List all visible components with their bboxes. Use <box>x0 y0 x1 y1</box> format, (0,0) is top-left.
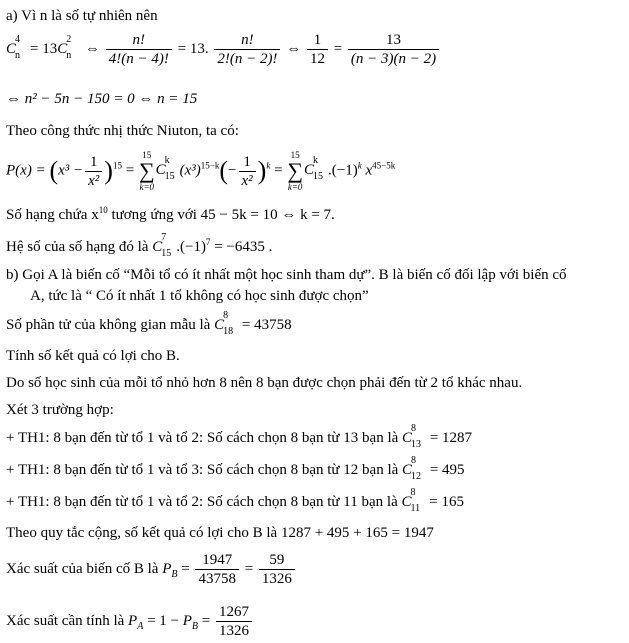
c-2-n: C 2 n <box>57 33 72 61</box>
probability-a-line: Xác suất cần tính là $P_A = 1 - P_B$ = $\frac{1267}{1326}$ <box>6 604 254 639</box>
part-b-intro-2: A, tức là “ Có ít nhất 1 tổ không có học sinh được chọn” <box>30 288 369 304</box>
probability-b-line: Xác suất của biến cố B là $P_B$ = $\frac{1947}{43758}$ = $\frac{59}{1326}$ <box>6 552 297 587</box>
term-x10: Số hạng chứa $x^{10}$ tương ứng với 45 − 5k = 10 ⇔ k = 7. <box>6 205 335 223</box>
case-line: + TH1: 8 bạn đến từ tổ 1 và tổ 2: Số cách chọn 8 bạn từ 11 bạn là C 8 11 = 165 <box>6 487 464 514</box>
coefficient-line: Hệ số của số hạng đó là C 7 15 $.(-1)^7 = -6435$ . <box>6 232 273 259</box>
pb-fraction-2: $\frac{59}{1326}$ <box>259 552 295 587</box>
equation-2: ⇔ n² − 5n − 150 = 0 ⇔ n = 15 <box>6 91 198 107</box>
one-over-x2: $\frac{1}{\text{x²}}$ <box>85 154 102 189</box>
sum-symbol-1: 15 ∑ k=0 <box>138 150 155 192</box>
fraction-1: $\frac{n!}{4!(n - 4)!}$ <box>106 32 172 67</box>
sum-symbol-2: 15 ∑ k=0 <box>287 150 303 192</box>
case-line: + TH1: 8 bạn đến từ tổ 1 và tổ 2: Số cách chọn 8 bạn từ 13 bạn là C 8 13 = 1287 <box>6 423 473 450</box>
equation-1: C 4 n = 13C 2 n ⇔ $\frac{n!}{4!(n - 4)!}$ = 13. $\frac{n!}{2!(n - 2)!}$ ⇔ $\frac{1}{12}$ = $\frac{13}{(n - 3)(n - 2)}$ <box>6 32 441 67</box>
cases-title: Xét 3 trường hợp: <box>6 402 114 418</box>
part-a-intro: a) Vì n là số tự nhiên nên <box>6 8 158 24</box>
fraction-4: $\frac{13}{(n - 3)(n - 2)}$ <box>348 32 439 67</box>
newton-text: Theo công thức nhị thức Niuton, ta có: <box>6 123 239 139</box>
part-b-intro-1: b) Gọi A là biến cố “Mỗi tổ có ít nhất một học sinh tham dự”. B là biến cố đối lập với biến cố <box>6 267 567 283</box>
case-line: + TH1: 8 bạn đến từ tổ 1 và tổ 3: Số cách chọn 8 bạn từ 12 bạn là C 8 12 = 495 <box>6 455 465 482</box>
fraction-2: $\frac{n!}{2!(n - 2)!}$ <box>214 32 280 67</box>
reason-line: Do số học sinh của mỗi tổ nhỏ hơn 8 nên 8 bạn được chọn phải đến từ 2 tổ khác nhau. <box>6 375 523 391</box>
pa-fraction: $\frac{1267}{1326}$ <box>216 604 252 639</box>
minus-one-over-x2: $\frac{1}{\text{x²}}$ <box>239 154 256 189</box>
pb-fraction-1: $\frac{1947}{43758}$ <box>195 552 239 587</box>
count-b-line: Tính số kết quả có lợi cho B. <box>6 348 180 364</box>
c-4-n: C 4 n <box>6 33 20 61</box>
sample-space-line: Số phần tử của không gian mẫu là C 8 18 = 43758 <box>6 310 292 337</box>
sum-rule-line: Theo quy tắc cộng, số kết quả có lợi cho B là 1287 + 495 + 165 = 1947 <box>6 525 434 541</box>
fraction-3: $\frac{1}{12}$ <box>307 32 328 67</box>
binomial-expansion: P(x) = (x³ − $\frac{1}{\text{x²}}$ )$^{15}$ = 15 ∑ k=0 C k 15 $(x^3)^{15-k}(-$ $\frac{1}{\text{x²}}$ )$^k$ = 15 ∑ k=0 C k 15 $.(-1)^k$ $x^{45-5k}$ <box>6 150 396 192</box>
